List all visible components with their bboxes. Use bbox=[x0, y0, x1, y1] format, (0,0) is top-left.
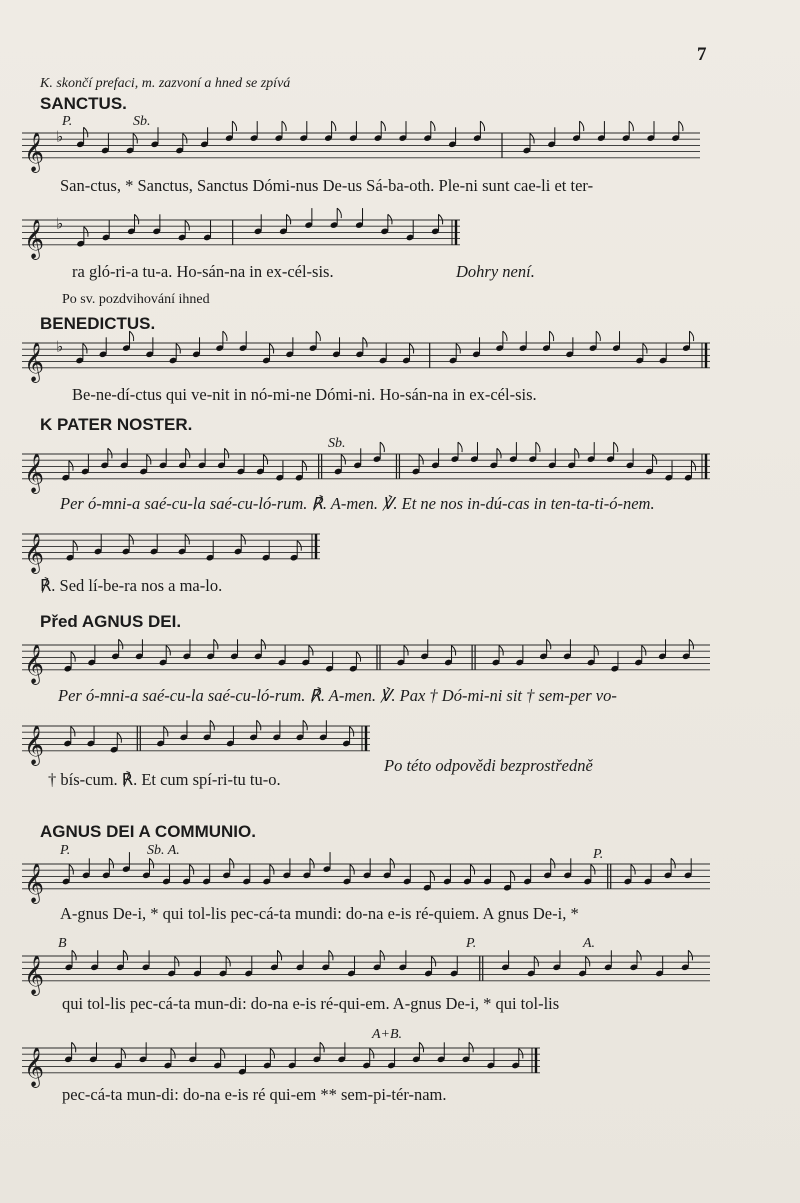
note-flag bbox=[297, 541, 301, 551]
note-flag bbox=[69, 461, 73, 471]
agnus-mark-1: P. bbox=[60, 843, 71, 858]
note-flag bbox=[511, 871, 515, 881]
note-flag bbox=[380, 950, 384, 960]
note-flag bbox=[210, 720, 214, 730]
treble-clef-icon: 𝄞 bbox=[24, 643, 45, 684]
note-flag bbox=[642, 646, 646, 656]
note-flag bbox=[653, 455, 657, 465]
flat-sign-icon: ♭ bbox=[56, 127, 64, 146]
treble-clef-icon: 𝄞 bbox=[24, 954, 45, 995]
note-flag bbox=[129, 535, 133, 545]
intro-rubric: K. skončí prefaci, m. zazvoní a hned se zpívá bbox=[40, 76, 291, 91]
flat-sign-icon: ♭ bbox=[56, 214, 64, 233]
note-flag bbox=[221, 1049, 225, 1059]
note-flag bbox=[596, 331, 600, 341]
note-flag bbox=[580, 121, 584, 131]
note-flag bbox=[263, 455, 267, 465]
treble-clef-icon: 𝄞 bbox=[24, 862, 45, 903]
note-flag bbox=[261, 639, 265, 649]
note-flag bbox=[121, 1049, 125, 1059]
agnus-staff-1 bbox=[22, 856, 712, 903]
note-flag bbox=[232, 121, 236, 131]
pater-noster-staff-1 bbox=[22, 446, 712, 493]
note-flag bbox=[84, 127, 88, 137]
note-flag bbox=[185, 535, 189, 545]
note-flag bbox=[534, 957, 538, 967]
pred-agnus-lyric-1: Per ó-mni-a saé-cu-la saé-cu-ló-rum. ℟. A-men. ℣. Pax † Dó-mi-ni sit † sem-per vo- bbox=[58, 686, 617, 705]
sanctus-title: SANCTUS. bbox=[40, 94, 127, 113]
pred-agnus-staff-2 bbox=[22, 718, 372, 765]
note-flag bbox=[519, 1049, 523, 1059]
note-flag bbox=[404, 646, 408, 656]
agnus-mark-2: Sb. A. bbox=[147, 843, 180, 858]
note-flag bbox=[690, 331, 694, 341]
agnus-mark-5: P. bbox=[466, 936, 477, 951]
sanctus-mark-sb: Sb. bbox=[133, 114, 151, 129]
note-flag bbox=[586, 957, 590, 967]
note-flag bbox=[277, 950, 281, 960]
note-flag bbox=[432, 957, 436, 967]
treble-clef-icon: 𝄞 bbox=[24, 218, 45, 259]
note-flag bbox=[410, 344, 414, 354]
note-flag bbox=[71, 652, 75, 662]
note-flag bbox=[226, 957, 230, 967]
note-flag bbox=[536, 442, 540, 452]
benedictus-rubric: Po sv. pozdvihování ihned bbox=[62, 292, 210, 307]
note-flag bbox=[117, 733, 121, 743]
note-flag bbox=[171, 1049, 175, 1059]
note-flag bbox=[270, 1049, 274, 1059]
note-flag bbox=[186, 448, 190, 458]
note-flag bbox=[431, 121, 435, 131]
note-flag bbox=[480, 121, 484, 131]
note-flag bbox=[643, 344, 647, 354]
note-flag bbox=[689, 639, 693, 649]
treble-clef-icon: 𝄞 bbox=[24, 452, 45, 493]
note-flag bbox=[530, 134, 534, 144]
note-flag bbox=[225, 448, 229, 458]
sanctus-staff-1 bbox=[22, 125, 702, 172]
note-flag bbox=[309, 646, 313, 656]
note-flag bbox=[176, 344, 180, 354]
note-flag bbox=[69, 865, 73, 875]
note-flag bbox=[388, 214, 392, 224]
note-flag bbox=[688, 950, 692, 960]
note-flag bbox=[503, 331, 507, 341]
pred-agnus-staff-1 bbox=[22, 637, 712, 684]
note-flag bbox=[72, 1042, 76, 1052]
note-flag bbox=[594, 646, 598, 656]
note-flag bbox=[350, 727, 354, 737]
note-flag bbox=[147, 455, 151, 465]
note-flag bbox=[73, 541, 77, 551]
pred-agnus-lyric-2: † bís-cum. ℟. Et cum spí-ri-tu tu-o. bbox=[48, 770, 281, 789]
pater-noster-lyric-2: ℟. Sed lí-be-ra nos a ma-lo. bbox=[40, 576, 223, 595]
note-flag bbox=[629, 121, 633, 131]
note-flag bbox=[72, 950, 76, 960]
pred-agnus-title: Před AGNUS DEI. bbox=[40, 612, 182, 631]
note-flag bbox=[591, 865, 595, 875]
flat-sign-icon: ♭ bbox=[56, 337, 64, 356]
note-flag bbox=[550, 331, 554, 341]
note-flag bbox=[456, 344, 460, 354]
note-flag bbox=[499, 646, 503, 656]
note-flag bbox=[183, 134, 187, 144]
note-flag bbox=[637, 950, 641, 960]
note-flag bbox=[469, 1042, 473, 1052]
note-flag bbox=[84, 227, 88, 237]
note-flag bbox=[166, 646, 170, 656]
note-flag bbox=[287, 214, 291, 224]
note-flag bbox=[190, 865, 194, 875]
note-flag bbox=[329, 950, 333, 960]
note-flag bbox=[547, 639, 551, 649]
pater-noster-mark-sb: Sb. bbox=[328, 436, 346, 451]
note-flag bbox=[71, 727, 75, 737]
note-flag bbox=[185, 221, 189, 231]
agnus-title: AGNUS DEI A COMMUNIO. bbox=[40, 822, 256, 841]
page-number: 7 bbox=[697, 44, 707, 65]
agnus-lyric-2: qui tol-lis pec-cá-ta mun-di: do-na e-is ré-qui-em. A-gnus De-i, * qui tol-lis bbox=[62, 994, 560, 1013]
sanctus-mark-p: P. bbox=[62, 114, 73, 129]
note-flag bbox=[270, 865, 274, 875]
treble-clef-icon: 𝄞 bbox=[24, 724, 45, 765]
note-flag bbox=[679, 121, 683, 131]
note-flag bbox=[452, 646, 456, 656]
sanctus-lyric-1: San-ctus, * Sanctus, Sanctus Dómi-nus De-us Sá-ba-oth. Ple-ni sunt cae-li et ter- bbox=[60, 176, 594, 195]
sanctus-lyric-2: ra gló-ri-a tu-a. Ho-sán-na in ex-cél-sis. bbox=[72, 262, 334, 281]
note-flag bbox=[320, 1042, 324, 1052]
note-flag bbox=[497, 448, 501, 458]
note-flag bbox=[356, 652, 360, 662]
note-flag bbox=[691, 461, 695, 471]
note-flag bbox=[241, 535, 245, 545]
agnus-staff-3 bbox=[22, 1040, 542, 1087]
note-flag bbox=[123, 950, 127, 960]
treble-clef-icon: 𝄞 bbox=[24, 341, 45, 382]
note-flag bbox=[270, 344, 274, 354]
note-flag bbox=[164, 727, 168, 737]
note-flag bbox=[257, 720, 261, 730]
note-flag bbox=[282, 121, 286, 131]
note-flag bbox=[149, 858, 153, 868]
note-flag bbox=[470, 865, 474, 875]
note-flag bbox=[370, 1049, 374, 1059]
benedictus-lyric: Be-ne-dí-ctus qui ve-nit in nó-mi-ne Dómi-ni. Ho-sán-na in ex-cél-sis. bbox=[72, 385, 537, 404]
note-flag bbox=[380, 442, 384, 452]
note-flag bbox=[439, 214, 443, 224]
note-flag bbox=[175, 957, 179, 967]
note-flag bbox=[631, 865, 635, 875]
note-flag bbox=[341, 455, 345, 465]
note-flag bbox=[119, 639, 123, 649]
benedictus-staff bbox=[22, 335, 712, 382]
note-flag bbox=[458, 442, 462, 452]
treble-clef-icon: 𝄞 bbox=[24, 1046, 45, 1087]
treble-clef-icon: 𝄞 bbox=[24, 532, 45, 573]
note-flag bbox=[230, 858, 234, 868]
pater-noster-lyric-1: Per ó-mni-a saé-cu-la saé-cu-ló-rum. ℟. A-men. ℣. Et ne nos in-dú-cas in ten-ta-ti-ó-nem. bbox=[60, 494, 655, 513]
note-flag bbox=[419, 1042, 423, 1052]
sanctus-note: Dohry není. bbox=[456, 262, 535, 281]
agnus-staff-2 bbox=[22, 948, 712, 995]
note-flag bbox=[363, 337, 367, 347]
agnus-mark-4: B bbox=[58, 936, 67, 951]
note-flag bbox=[390, 858, 394, 868]
note-flag bbox=[430, 871, 434, 881]
pred-agnus-note: Po této odpovědi bezprostředně bbox=[384, 756, 593, 775]
agnus-lyric-3: pec-cá-ta mun-di: do-na e-is ré qui-em ** sem-pi-tér-nam. bbox=[62, 1085, 447, 1104]
note-flag bbox=[133, 134, 137, 144]
pater-noster-title: K PATER NOSTER. bbox=[40, 415, 193, 434]
note-flag bbox=[214, 639, 218, 649]
note-flag bbox=[303, 720, 307, 730]
note-flag bbox=[337, 208, 341, 218]
sanctus-staff-2 bbox=[22, 212, 462, 259]
agnus-mark-7: A+B. bbox=[372, 1027, 403, 1042]
note-flag bbox=[575, 448, 579, 458]
note-flag bbox=[381, 121, 385, 131]
agnus-lyric-1: A-gnus De-i, * qui tol-lis pec-cá-ta mundi: do-na e-is ré-quiem. A gnus De-i, * bbox=[60, 904, 579, 923]
note-flag bbox=[671, 858, 675, 868]
note-flag bbox=[302, 461, 306, 471]
note-flag bbox=[316, 331, 320, 341]
note-flag bbox=[551, 858, 555, 868]
pater-noster-staff-2 bbox=[22, 526, 322, 573]
note-flag bbox=[108, 448, 112, 458]
note-flag bbox=[135, 214, 139, 224]
note-flag bbox=[419, 455, 423, 465]
benedictus-title: BENEDICTUS. bbox=[40, 314, 156, 333]
agnus-mark-6: A. bbox=[583, 936, 596, 951]
note-flag bbox=[614, 442, 618, 452]
note-flag bbox=[310, 858, 314, 868]
note-flag bbox=[332, 121, 336, 131]
note-flag bbox=[83, 344, 87, 354]
note-flag bbox=[350, 865, 354, 875]
note-flag bbox=[109, 858, 113, 868]
note-flag bbox=[223, 331, 227, 341]
agnus-mark-3: P. bbox=[593, 847, 604, 862]
treble-clef-icon: 𝄞 bbox=[24, 131, 45, 172]
